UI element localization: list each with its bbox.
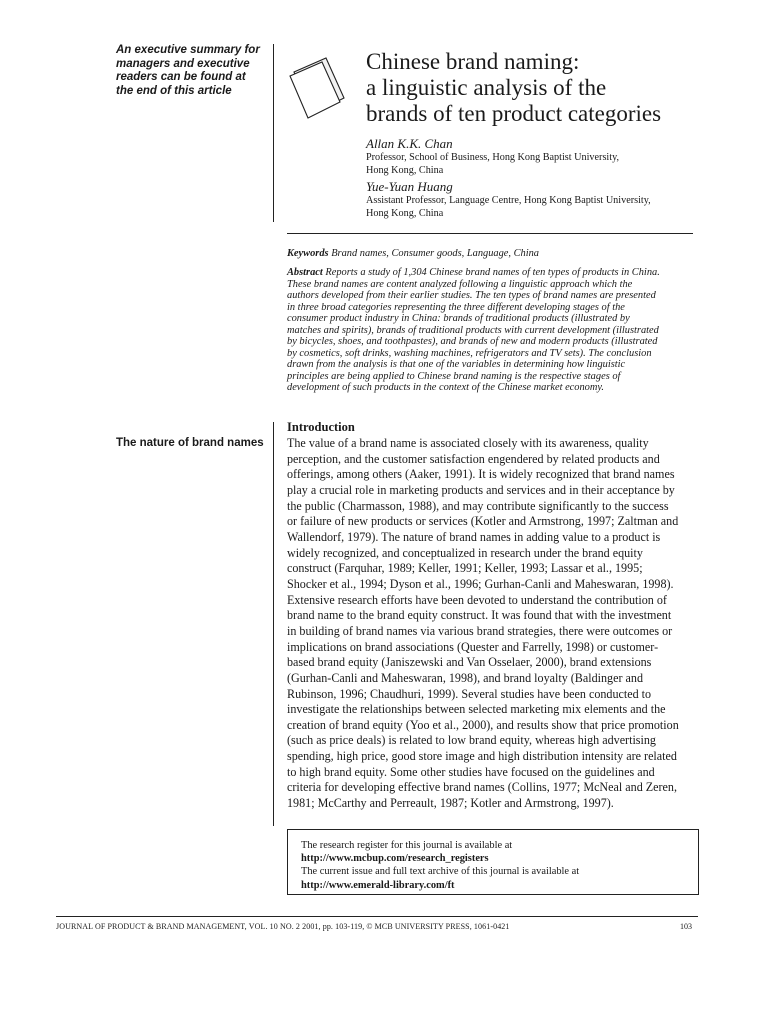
- register-text: The research register for this journal is available at: [301, 840, 513, 851]
- abstract-line: authors developed from their earlier studies. The ten types of brand names are presented: [287, 290, 656, 302]
- body-line: widely recognized, and conceptualized in research under the brand equity: [287, 545, 643, 560]
- affiliation-line: Hong Kong, China: [366, 208, 444, 219]
- body-line: based brand equity (Janiszewski and Van Osselaer, 2000), brand extensions: [287, 655, 652, 670]
- body-line: implications on brand associations (Quester and Farrelly, 1998) or customer-: [287, 639, 659, 654]
- abstract-line: by bicycles, shoes, and toothpastes), and brands of new and modern products (illustrated: [287, 336, 658, 348]
- article-title: [366, 49, 726, 127]
- body-line: (such as price deals) is related to low brand equity, whereas high advertising: [287, 733, 656, 748]
- abstract-line: principles are being applied to Chinese brand naming is the respective stages of: [287, 370, 621, 382]
- body-line: Wallendorf, 1979). The nature of brand names in adding value to a product is: [287, 529, 661, 544]
- footer-divider: [56, 916, 698, 917]
- abstract-line: These brand names are content analyzed following a linguistic approach which the: [287, 278, 633, 290]
- keywords: [287, 247, 697, 260]
- full-text-archive-link[interactable]: http://www.emerald-library.com/ft: [301, 879, 455, 891]
- body-line: Rubinson, 1996; Chaudhuri, 1999). Several studies have been conducted to: [287, 686, 652, 701]
- body-line: or failure of new products or services (Kotler and Armstrong, 1997; Zaltman and: [287, 514, 679, 529]
- abstract-label: Abstract: [287, 267, 323, 278]
- body-line: in building of brand names via various brand strategies, there were outcomes or: [287, 623, 673, 638]
- keywords-label: Keywords: [287, 248, 329, 259]
- body-line: offerings, among others (Aaker, 1991). It is widely recognized that brand names: [287, 467, 675, 482]
- affiliation-line: Assistant Professor, Language Centre, Hong Kong Baptist University,: [366, 195, 651, 206]
- body-line: creation of brand equity (Yoo et al., 2000), and results show that price promotion: [287, 717, 679, 732]
- body-line: play a crucial role in marketing products and services and in their acceptance by: [287, 482, 675, 497]
- author-name: Yue-Yuan Huang: [366, 179, 453, 194]
- page-number: 103: [680, 922, 692, 931]
- abstract-line: matches and spirits), brands of traditional products with current development (illustrated: [287, 324, 659, 336]
- body-line: the public (Charmasson, 1988), and may contribute significantly to the success: [287, 498, 669, 513]
- executive-summary-note: An executive summary for managers and executive readers can be found at the end of this article: [116, 44, 260, 97]
- column-divider-bottom: [273, 422, 274, 826]
- abstract-line: in three broad categories representing the three different developing stages of the: [287, 301, 625, 313]
- document-icon: [286, 54, 352, 120]
- research-register-link[interactable]: http://www.mcbup.com/research_registers: [301, 853, 489, 865]
- journal-citation: JOURNAL OF PRODUCT & BRAND MANAGEMENT, VOL. 10 NO. 2 2001, pp. 103-119, © MCB UNIVERSITY PRESS, 1061-0421: [56, 922, 510, 931]
- affiliation-line: Professor, School of Business, Hong Kong Baptist University,: [366, 152, 620, 163]
- header-divider: [287, 233, 693, 234]
- body-line: Shocker et al., 1994; Dyson et al., 1996; Gurhan-Canli and Maheswaran, 1998).: [287, 576, 674, 591]
- body-line: 1981; McCarthy and Perreault, 1987; Kotler and Armstrong, 1997).: [287, 796, 614, 811]
- body-line: brand name to the brand equity construct. It was found that with the investment: [287, 608, 672, 623]
- title-line: a linguistic analysis of the: [366, 75, 607, 100]
- author-affiliation: [366, 151, 716, 177]
- body-text: [287, 436, 701, 812]
- title-line: Chinese brand naming:: [366, 49, 580, 74]
- abstract-line: Reports a study of 1,304 Chinese brand names of ten types of products in China.: [325, 267, 660, 278]
- section-heading-introduction: Introduction: [287, 420, 355, 434]
- side-heading-nature-of-brand-names: The nature of brand names: [116, 437, 264, 449]
- body-line: construct (Farquhar, 1989; Keller, 1991; Keller, 1993; Lassar et al., 1995;: [287, 561, 643, 576]
- abstract-line: drawn from the analysis is that one of the variables in determining how linguistic: [287, 359, 626, 371]
- abstract-line: consumer product industry in China: brands of traditional products (illustrated by: [287, 313, 630, 325]
- body-line: (Gurhan-Canli and Maheswaran, 1998), and brand loyalty (Baldinger and: [287, 670, 643, 685]
- body-line: to high brand equity. Some other studies have focused on the guidelines and: [287, 764, 655, 779]
- archive-text: The current issue and full text archive of this journal is available at: [301, 866, 580, 878]
- research-register-box: [287, 829, 699, 895]
- body-line: The value of a brand name is associated closely with its awareness, quality: [287, 436, 649, 450]
- body-line: spending, high price, good store image and high distribution intensity are related: [287, 749, 677, 764]
- abstract-line: by cosmetics, soft drinks, washing machines, refrigerators and TV sets). The conclusion: [287, 347, 652, 359]
- keywords-text: Brand names, Consumer goods, Language, China: [331, 248, 540, 259]
- abstract: [287, 267, 701, 394]
- author-affiliation: [366, 194, 716, 220]
- body-line: perception, and the customer satisfaction engendered by related products and: [287, 451, 660, 466]
- affiliation-line: Hong Kong, China: [366, 165, 444, 176]
- column-divider-top: [273, 44, 274, 222]
- author-name: Allan K.K. Chan: [366, 136, 453, 151]
- body-line: investigate the relationships between selected marketing mix elements and the: [287, 702, 666, 717]
- body-line: Extensive research efforts have been devoted to understand the contribution of: [287, 592, 667, 607]
- abstract-line: development of such products in the context of the Chinese market economy.: [287, 382, 605, 394]
- title-line: brands of ten product categories: [366, 101, 662, 126]
- body-line: criteria for developing effective brand names (Collins, 1977; McNeal and Zeren,: [287, 780, 677, 795]
